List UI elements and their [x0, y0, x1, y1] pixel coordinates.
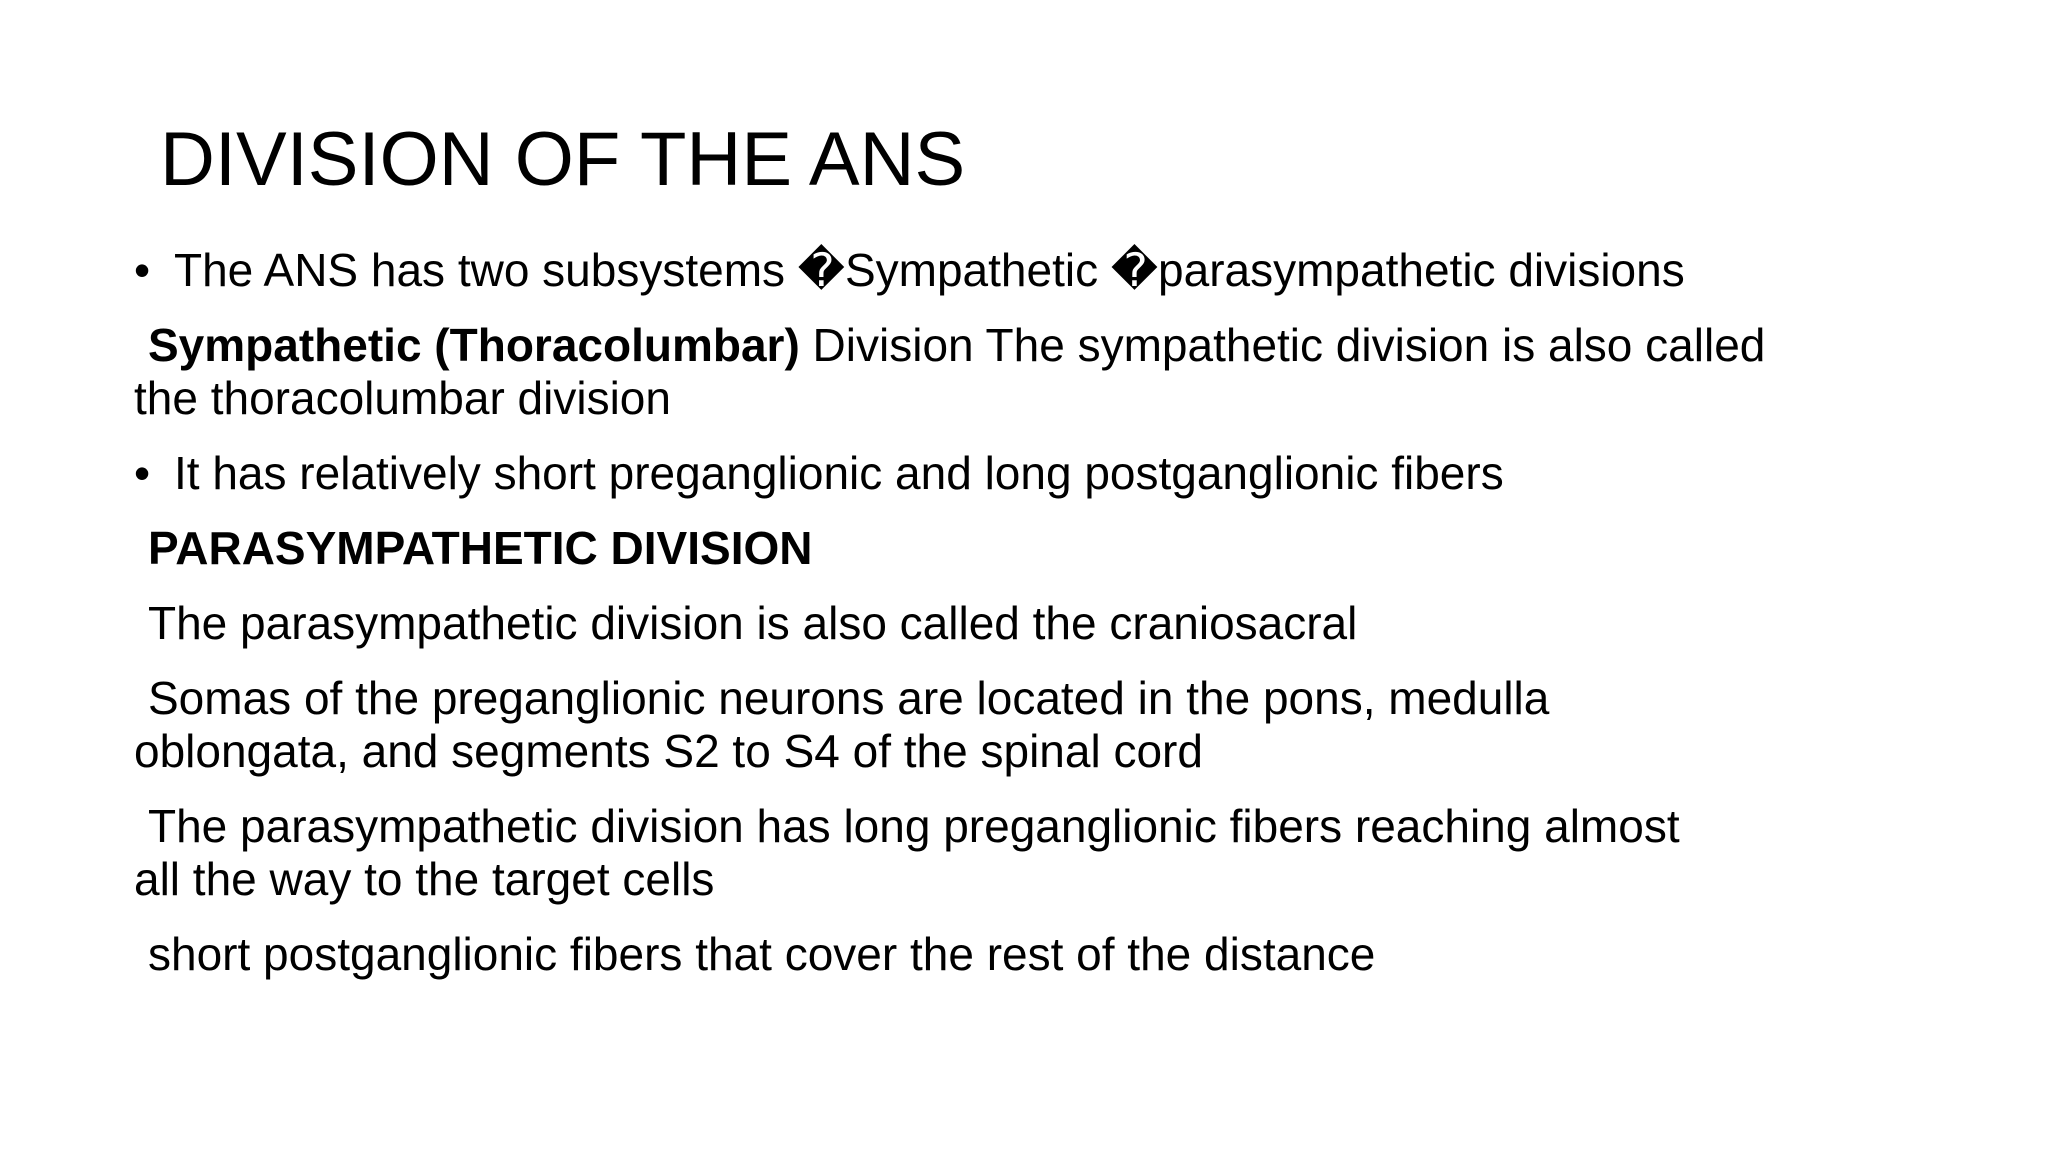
paragraph-long-fibers-line2: all the way to the target cells [134, 853, 715, 905]
paragraph-long-fibers-line1: The parasympathetic division has long preganglionic fibers reaching almost [148, 800, 1680, 852]
bullet-glyph: • [134, 447, 151, 499]
paragraph-sympathetic-line2: the thoracolumbar division [134, 372, 671, 424]
paragraph-short-fibers: short postganglionic fibers that cover the rest of the distance [148, 928, 1376, 980]
sympathetic-heading: Sympathetic (Thoracolumbar) [148, 319, 800, 371]
bullet-item-fibers [134, 447, 1934, 500]
slide-title: DIVISION OF THE ANS [160, 117, 966, 202]
bullet-item-subsystems [134, 244, 1934, 297]
paragraph-fibers: It has relatively short preganglionic and long postganglionic fibers [174, 447, 1504, 499]
paragraph-subsystems: The ANS has two subsystems �Sympathetic �parasympathetic divisions [174, 244, 1685, 296]
paragraph-sympathetic-line1 [134, 319, 1934, 372]
slide-body [134, 244, 1934, 981]
paragraph-somas-line2: oblongata, and segments S2 to S4 of the spinal cord [134, 725, 1203, 777]
paragraph-somas-line1: Somas of the preganglionic neurons are located in the pons, medulla [148, 672, 1550, 724]
parasympathetic-heading: PARASYMPATHETIC DIVISION [148, 522, 813, 574]
bullet-glyph: • [134, 244, 151, 296]
sympathetic-description: Division The sympathetic division is also called [799, 319, 1766, 371]
paragraph-craniosacral: The parasympathetic division is also called the craniosacral [148, 597, 1358, 649]
